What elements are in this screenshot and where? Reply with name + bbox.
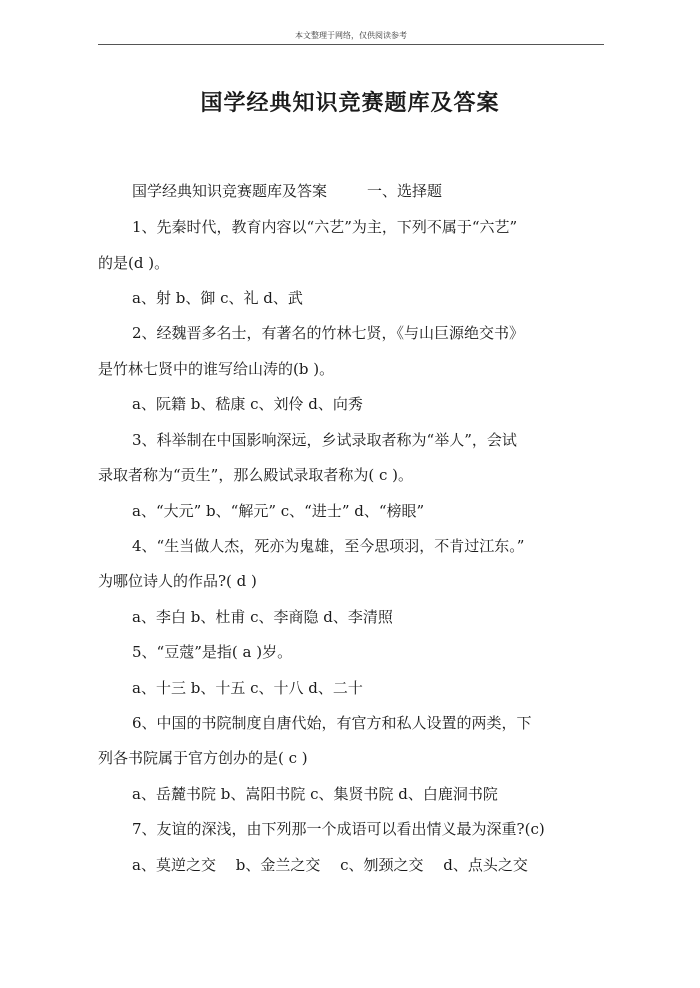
intro-line — [132, 180, 442, 201]
text-line: 6、中国的书院制度自唐代始，有官方和私人设置的两类，下 — [132, 714, 532, 732]
text-line: 的是(d )。 — [98, 254, 170, 272]
text-line: a、岳麓书院 b、嵩阳书院 c、集贤书院 d、白鹿洞书院 — [132, 785, 498, 803]
text-line: 1、先秦时代，教育内容以“六艺”为主，下列不属于“六艺” — [132, 218, 518, 236]
text-line: 为哪位诗人的作品?( d ) — [98, 572, 257, 590]
text-line: 4、“生当做人杰，死亦为鬼雄，至今思项羽，不肯过江东。” — [132, 537, 525, 555]
text-line: 列各书院属于官方创办的是( c ) — [98, 749, 308, 767]
text-line: a、莫逆之交 b、金兰之交 c、刎颈之交 d、点头之交 — [132, 856, 528, 874]
text-line: a、射 b、御 c、礼 d、武 — [132, 289, 303, 307]
section-heading: 一、选择题 — [367, 182, 443, 200]
text-line: a、李白 b、杜甫 c、李商隐 d、李清照 — [132, 608, 393, 626]
text-line: 录取者称为“贡生”，那么殿试录取者称为( c )。 — [98, 466, 413, 484]
text-line: 7、友谊的深浅，由下列那一个成语可以看出情义最为深重?(c) — [132, 820, 545, 838]
text-line: 是竹林七贤中的谁写给山涛的(b )。 — [98, 360, 335, 378]
header-rule — [98, 44, 604, 45]
text-line: 5、“豆蔻”是指( a )岁。 — [132, 643, 293, 661]
text-line: 2、经魏晋多名士，有著名的竹林七贤，《与山巨源绝交书》 — [132, 324, 525, 342]
text-line: 3、科举制在中国影响深远，乡试录取者称为“举人”，会试 — [132, 431, 517, 449]
text-line: a、阮籍 b、嵇康 c、刘伶 d、向秀 — [132, 395, 363, 413]
document-title: 国学经典知识竞赛题库及答案 — [200, 91, 500, 116]
text-line: a、十三 b、十五 c、十八 d、二十 — [132, 679, 363, 697]
intro-text: 国学经典知识竞赛题库及答案 — [132, 182, 328, 200]
header-note: 本文整理于网络，仅供阅读参考 — [295, 31, 407, 40]
text-line: a、“大元” b、“解元” c、“进士” d、“榜眼” — [132, 502, 425, 520]
